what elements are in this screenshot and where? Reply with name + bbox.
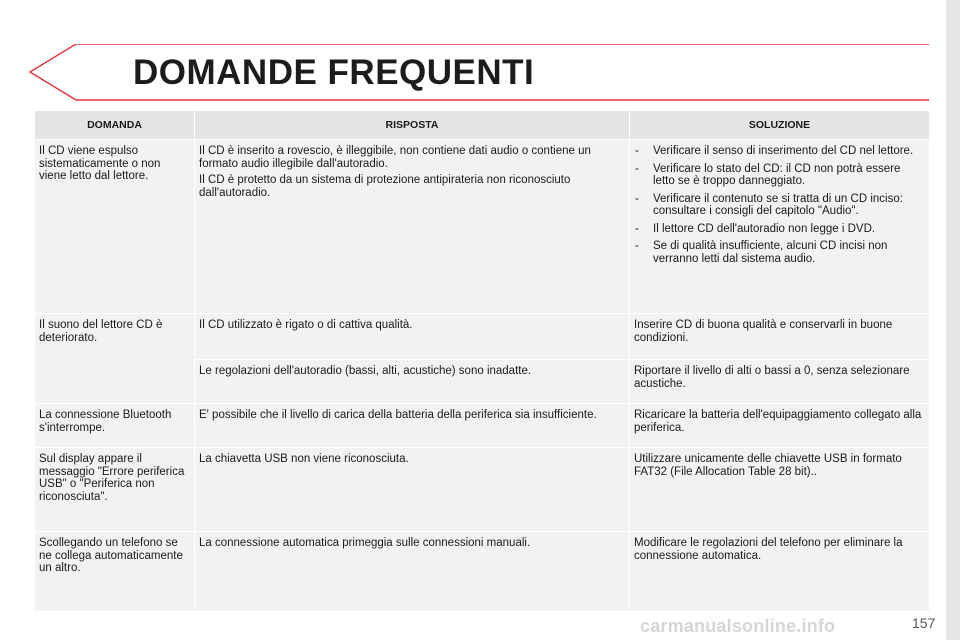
solution-cell: Riportare il livello di alti o bassi a 0, senza selezionare acustiche.	[630, 360, 930, 404]
column-header-domanda: DOMANDA	[35, 111, 195, 140]
question-cell: Il suono del lettore CD è deteriorato.	[35, 314, 195, 404]
answer-cell: E' possibile che il livello di carica della batteria della periferica sia insufficiente.	[195, 404, 630, 448]
question-cell: Sul display appare il messaggio "Errore periferica USB" o "Periferica non riconosciuta".	[35, 448, 195, 532]
answer-cell	[195, 140, 630, 314]
page-title: DOMANDE FREQUENTI	[133, 53, 535, 92]
solution-cell: Inserire CD di buona qualità e conservarli in buone condizioni.	[630, 314, 930, 360]
solution-list	[634, 145, 923, 265]
table-row	[35, 404, 930, 448]
answer-cell: La connessione automatica primeggia sulle connessioni manuali.	[195, 532, 630, 612]
table-row	[35, 532, 930, 612]
solution-cell: Ricaricare la batteria dell'equipaggiamento collegato alla periferica.	[630, 404, 930, 448]
column-header-soluzione: SOLUZIONE	[630, 111, 930, 140]
watermark: carmanualsonline.info	[640, 616, 836, 636]
table-row	[35, 314, 930, 360]
solution-cell: Modificare le regolazioni del telefono per eliminare la connessione automatica.	[630, 532, 930, 612]
solution-item: - Verificare il contenuto se si tratta di un CD inciso: consultare i consigli del capitolo "Audio".	[634, 193, 923, 218]
solution-cell: Utilizzare unicamente delle chiavette USB in formato FAT32 (File Allocation Table 28 bit)..	[630, 448, 930, 532]
table-row	[35, 140, 930, 314]
answer-cell: Le regolazioni dell'autoradio (bassi, alti, acustiche) sono inadatte.	[195, 360, 630, 404]
solution-item: - Verificare lo stato del CD: il CD non potrà essere letto se è troppo danneggiato.	[634, 163, 923, 188]
table-header-row	[35, 111, 930, 140]
column-header-risposta: RISPOSTA	[195, 111, 630, 140]
right-margin-strip	[946, 0, 960, 640]
solution-item: - Se di qualità insufficiente, alcuni CD incisi non verranno letti dal sistema audio.	[634, 240, 923, 265]
answer-text: Il CD è inserito a rovescio, è illeggibile, non contiene dati audio o contiene un formato audio illegibile dall'autoradio.	[199, 145, 591, 170]
page-number: 157	[912, 615, 936, 631]
answer-cell: Il CD utilizzato è rigato o di cattiva qualità.	[195, 314, 630, 360]
answer-text: Il CD è protetto da un sistema di protezione antipirateria non riconosciuto dall'autoradio.	[199, 174, 571, 199]
solution-item: - Verificare il senso di inserimento del CD nel lettore.	[634, 145, 923, 158]
table-row	[35, 448, 930, 532]
question-cell: Scollegando un telefono se ne collega automaticamente un altro.	[35, 532, 195, 612]
question-cell: Il CD viene espulso sistematicamente o non viene letto dal lettore.	[35, 140, 195, 314]
answer-cell: La chiavetta USB non viene riconosciuta.	[195, 448, 630, 532]
faq-table	[34, 110, 930, 612]
question-cell: La connessione Bluetooth s'interrompe.	[35, 404, 195, 448]
solution-item: - Il lettore CD dell'autoradio non legge i DVD.	[634, 223, 923, 236]
solution-cell	[630, 140, 930, 314]
